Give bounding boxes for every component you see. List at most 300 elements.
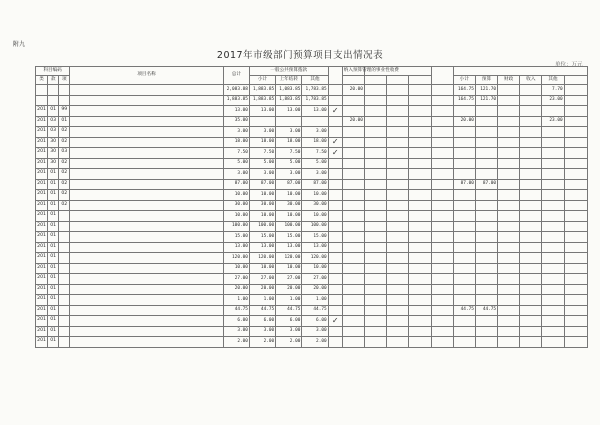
cell-t3: 120.00 [276,253,302,264]
cell-c1: 201 [36,316,48,327]
cell-r3 [387,106,409,117]
cell-r8 [498,158,520,169]
cell-c3 [59,253,70,264]
cell-c2: 03 [48,127,59,138]
cell-c2: 30 [48,158,59,169]
cell-t3: 10.00 [276,211,302,222]
cell-c2: 01 [48,253,59,264]
cell-c3 [59,274,70,285]
cell-total: 30.00 [223,200,249,211]
cell-t2: 44.75 [249,305,275,316]
table-row [36,137,588,148]
cell-r7 [475,284,497,295]
cell-c2: 01 [48,179,59,190]
cell-r6 [453,263,475,274]
cell-r3 [387,158,409,169]
cell-name [70,274,223,285]
cell-total: 35.00 [223,116,249,127]
cell-r10 [542,274,564,285]
cell-c3 [59,242,70,253]
cell-t2: 27.00 [249,274,275,285]
cell-r8 [498,200,520,211]
cell-c1: 201 [36,221,48,232]
cell-r7 [475,211,497,222]
cell-name [70,127,223,138]
cell-c3: 02 [59,158,70,169]
general-budget-header: 一般公共预算拨款 [249,67,328,76]
cell-c1: 201 [36,158,48,169]
cell-total: 3.00 [223,169,249,180]
cell-r1 [342,106,364,117]
cell-c2: 01 [48,169,59,180]
cell-r6 [453,158,475,169]
cell-k [328,169,342,180]
cell-r9 [520,106,542,117]
cell-t3: 13.00 [276,242,302,253]
table-row [36,337,588,348]
cell-c1: 201 [36,284,48,295]
cell-c2 [48,95,59,106]
cell-r9 [520,295,542,306]
cell-r11 [564,116,587,127]
cell-t2: 18.00 [249,137,275,148]
cell-r5 [431,169,453,180]
cell-r2 [364,284,386,295]
cell-r9 [520,253,542,264]
cell-c1: 201 [36,305,48,316]
cell-r11 [564,211,587,222]
cell-r2 [364,158,386,169]
cell-c2: 01 [48,211,59,222]
cell-r7 [475,263,497,274]
cell-r1 [342,263,364,274]
cell-t3: 6.00 [276,316,302,327]
budget-table [35,66,588,348]
table-row [36,253,588,264]
cell-c3 [59,211,70,222]
cell-c1: 201 [36,253,48,264]
cell-t4: 6.00 [302,316,328,327]
cell-c1 [36,85,48,96]
cell-c2: 01 [48,326,59,337]
cell-r9 [520,305,542,316]
cell-total: 44.75 [223,305,249,316]
cell-r5 [431,179,453,190]
cell-r4 [409,305,431,316]
cell-t3: 30.00 [276,200,302,211]
cell-t3: 1.00 [276,295,302,306]
cell-r6 [453,148,475,159]
cell-r9 [520,211,542,222]
cell-r11 [564,326,587,337]
cell-k [328,253,342,264]
cell-r7 [475,190,497,201]
table-row [36,295,588,306]
cell-k [328,274,342,285]
cell-r11 [564,316,587,327]
cell-t4: 7.50 [302,148,328,159]
cell-r4 [409,148,431,159]
cell-r8 [498,316,520,327]
table-row [36,106,588,117]
cell-t4: 120.00 [302,253,328,264]
other-header: 其他 [302,76,328,85]
cell-r7 [475,232,497,243]
cell-r7 [475,274,497,285]
cell-name [70,242,223,253]
cell-r6 [453,284,475,295]
cell-r2 [364,242,386,253]
cell-r5 [431,127,453,138]
cell-r1 [342,253,364,264]
cell-total: 10.00 [223,190,249,201]
cell-r2 [364,116,386,127]
cell-r6 [453,337,475,348]
cell-t2: 7.50 [249,148,275,159]
cell-c1: 201 [36,148,48,159]
cell-r8 [498,85,520,96]
cell-k: ✓ [328,316,342,327]
cell-r8 [498,148,520,159]
cell-r11 [564,221,587,232]
cell-r8 [498,326,520,337]
cell-c3: 02 [59,190,70,201]
cell-c1: 201 [36,263,48,274]
cell-c2 [48,85,59,96]
cell-k [328,232,342,243]
cell-r1 [342,200,364,211]
cell-name [70,295,223,306]
inc-header: 收入 [520,76,542,85]
cell-r6 [453,295,475,306]
cell-r1 [342,148,364,159]
cell-r9 [520,242,542,253]
cell-total: 13.00 [223,106,249,117]
cell-r3 [387,148,409,159]
cell-name [70,337,223,348]
cell-r4 [409,274,431,285]
cell-c1: 201 [36,200,48,211]
cell-r6 [453,221,475,232]
table-row [36,274,588,285]
cell-r7 [475,158,497,169]
cell-r10 [542,137,564,148]
cell-r4 [409,85,431,96]
cell-r11 [564,169,587,180]
cell-t2: 100.00 [249,221,275,232]
cell-r9 [520,127,542,138]
cell-t3: 44.75 [276,305,302,316]
document-title: 2017年市级部门预算项目支出情况表 [216,50,384,61]
table-row [36,326,588,337]
cell-total: 10.00 [223,263,249,274]
header-row-1 [36,67,588,76]
cell-c3 [59,305,70,316]
cell-r4 [409,179,431,190]
cell-r5 [431,221,453,232]
cell-r1 [342,211,364,222]
cell-t2 [249,116,275,127]
cell-r5 [431,242,453,253]
table-row [36,242,588,253]
cell-r3 [387,116,409,127]
table-row [36,169,588,180]
lower-year-header: 上年结转 [276,76,302,85]
cell-r10 [542,190,564,201]
cell-c2: 30 [48,148,59,159]
cell-r10 [542,305,564,316]
cell-name [70,148,223,159]
cell-r3 [387,316,409,327]
cell-r10 [542,284,564,295]
cell-t2: 1,883.85 [249,95,275,106]
fin-header: 财政 [498,76,520,85]
cell-t2: 5.00 [249,158,275,169]
cell-c3 [59,337,70,348]
cell-r11 [564,284,587,295]
cell-r10 [542,232,564,243]
cell-r9 [520,158,542,169]
cell-t3: 13.00 [276,106,302,117]
cell-t3: 15.00 [276,232,302,243]
cell-total: 7.50 [223,148,249,159]
cell-t4: 30.00 [302,200,328,211]
cell-total: 1.00 [223,295,249,306]
cell-r10 [542,169,564,180]
table-row [36,221,588,232]
cell-total: 6.00 [223,316,249,327]
cell-r8 [498,116,520,127]
cell-r10 [542,337,564,348]
cell-r8 [498,190,520,201]
cell-name [70,263,223,274]
cell-total: 87.00 [223,179,249,190]
cell-r5 [431,116,453,127]
subtotal2-header: 小计 [453,76,475,85]
cell-r6 [453,169,475,180]
cell-name [70,316,223,327]
cell-name [70,116,223,127]
cell-r5 [431,158,453,169]
cell-k [328,127,342,138]
cell-t2: 87.00 [249,179,275,190]
cell-r3 [387,190,409,201]
cell-r2 [364,179,386,190]
cell-t4 [302,116,328,127]
cell-name [70,169,223,180]
cell-r10 [542,253,564,264]
cell-t4: 20.00 [302,284,328,295]
budget-header: 预算 [475,76,497,85]
cell-r6 [453,326,475,337]
cell-r8 [498,284,520,295]
cell-r5 [431,95,453,106]
cell-k [328,200,342,211]
cell-r8 [498,169,520,180]
cell-r2 [364,169,386,180]
cell-t3: 3.00 [276,326,302,337]
other2-header: 其他 [542,76,564,85]
table-row [36,305,588,316]
cell-t2: 13.00 [249,106,275,117]
cell-t4: 44.75 [302,305,328,316]
cell-r4 [409,326,431,337]
cell-r6 [453,200,475,211]
cell-r3 [387,137,409,148]
cell-c2: 03 [48,116,59,127]
cell-r8 [498,179,520,190]
cell-c3: 03 [59,148,70,159]
cell-r3 [387,221,409,232]
cell-r3 [387,179,409,190]
table-row [36,127,588,138]
cell-r1 [342,179,364,190]
cell-r1 [342,274,364,285]
cell-r11 [564,85,587,96]
cell-r3 [387,232,409,243]
cell-r5 [431,316,453,327]
cell-k [328,190,342,201]
cell-r6: 44.75 [453,305,475,316]
cell-r11 [564,295,587,306]
cell-c3: 99 [59,106,70,117]
cell-total: 5.00 [223,158,249,169]
cell-c3: 02 [59,179,70,190]
cell-t4: 3.00 [302,169,328,180]
cell-total: 13.00 [223,242,249,253]
cell-c3: 02 [59,169,70,180]
table-row [36,158,588,169]
cell-r5 [431,148,453,159]
cell-r1 [342,316,364,327]
cell-r4 [409,232,431,243]
cell-r8 [498,305,520,316]
cell-k [328,179,342,190]
cell-r4 [409,295,431,306]
cell-r7 [475,137,497,148]
cell-t4: 3.00 [302,127,328,138]
cell-r6: 164.75 [453,85,475,96]
table-row [36,116,588,127]
cell-c1: 201 [36,326,48,337]
cell-r10 [542,211,564,222]
cell-name [70,232,223,243]
class-header: 类 [36,76,48,85]
cell-t2: 6.00 [249,316,275,327]
cell-r11 [564,190,587,201]
cell-name [70,179,223,190]
cell-c3 [59,85,70,96]
cell-r2 [364,85,386,96]
cell-k [328,116,342,127]
cell-r3 [387,305,409,316]
cell-r10 [542,200,564,211]
cell-c2: 01 [48,190,59,201]
cell-r7 [475,337,497,348]
cell-r9 [520,95,542,106]
cell-r7: 121.70 [475,95,497,106]
cell-r8 [498,137,520,148]
cell-t2: 3.00 [249,127,275,138]
cell-r2 [364,95,386,106]
cell-r5 [431,137,453,148]
table-row [36,211,588,222]
cell-total: 1,883.85 [223,95,249,106]
cell-r5 [431,200,453,211]
cell-r6 [453,242,475,253]
cell-r5 [431,295,453,306]
cell-t3: 1,083.85 [276,85,302,96]
cell-c3: 02 [59,127,70,138]
cell-r1 [342,127,364,138]
cell-r4 [409,284,431,295]
cell-k [328,305,342,316]
cell-c1: 201 [36,232,48,243]
cell-r1 [342,137,364,148]
cell-r6 [453,316,475,327]
cell-r9 [520,169,542,180]
cell-r6 [453,137,475,148]
total-header: 总计 [223,67,249,85]
cell-r2 [364,127,386,138]
cell-k [328,263,342,274]
cell-t4: 3.00 [302,326,328,337]
cell-t4: 10.00 [302,263,328,274]
cell-r10 [542,179,564,190]
cell-k [328,221,342,232]
cell-t2: 2.00 [249,337,275,348]
cell-r4 [409,263,431,274]
cell-c2: 01 [48,295,59,306]
cell-r8 [498,253,520,264]
cell-c1: 201 [36,242,48,253]
section-header: 款 [48,76,59,85]
cell-r2 [364,305,386,316]
cell-r10 [542,106,564,117]
cell-r9 [520,337,542,348]
cell-k [328,95,342,106]
cell-r7 [475,253,497,264]
cell-r10: 23.00 [542,116,564,127]
cell-r7 [475,221,497,232]
cell-r3 [387,284,409,295]
cell-r9 [520,232,542,243]
cell-r3 [387,326,409,337]
cell-r4 [409,95,431,106]
cell-k [328,158,342,169]
cell-k: ✓ [328,106,342,117]
cell-c2: 01 [48,284,59,295]
cell-r5 [431,274,453,285]
cell-t3: 27.00 [276,274,302,285]
cell-t3: 3.00 [276,127,302,138]
table-row [36,232,588,243]
cell-c3: 02 [59,137,70,148]
cell-c1: 201 [36,127,48,138]
cell-r7 [475,169,497,180]
cell-r9 [520,284,542,295]
cell-t2: 20.00 [249,284,275,295]
cell-r11 [564,337,587,348]
cell-c2: 01 [48,221,59,232]
table-row [36,85,588,96]
cell-c1: 201 [36,116,48,127]
cell-k [328,211,342,222]
cell-r11 [564,95,587,106]
cell-r4 [409,200,431,211]
cell-t2: 13.00 [249,242,275,253]
cell-c3: 02 [59,200,70,211]
